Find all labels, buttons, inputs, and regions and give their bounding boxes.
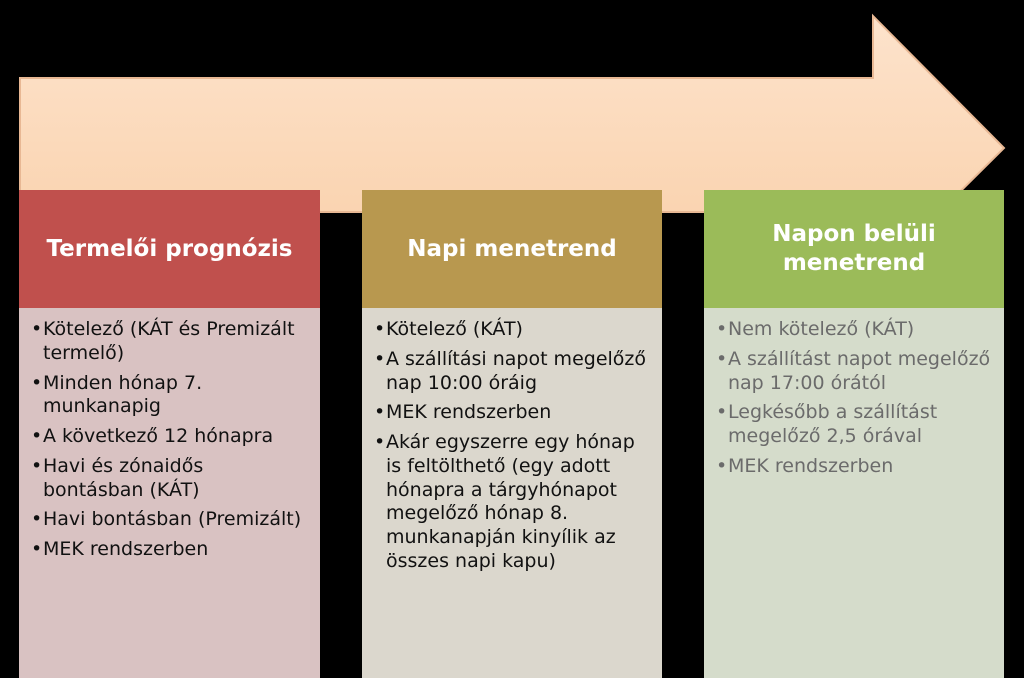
list-item: • Kötelező (KÁT és Premizált termelő) — [31, 318, 308, 366]
bullet-list — [374, 318, 650, 574]
list-item: • Kötelező (KÁT) — [374, 318, 650, 342]
column-header: Napon belüli menetrend — [704, 190, 1004, 308]
bullet-list — [716, 318, 992, 479]
column-body — [362, 308, 662, 678]
column-header: Napi menetrend — [362, 190, 662, 308]
list-item: • Havi bontásban (Premizált) — [31, 508, 308, 532]
list-item: • MEK rendszerben — [374, 401, 650, 425]
column-body — [19, 308, 320, 678]
list-item: • A szállítást napot megelőző nap 17:00 órától — [716, 348, 992, 396]
list-item: • Minden hónap 7. munkanapig — [31, 372, 308, 420]
column-body — [704, 308, 1004, 678]
list-item: • Legkésőbb a szállítást megelőző 2,5 órával — [716, 401, 992, 449]
list-item: • Havi és zónaidős bontásban (KÁT) — [31, 455, 308, 503]
column-header: Termelői prognózis — [19, 190, 320, 308]
bullet-list — [31, 318, 308, 562]
list-item: • Akár egyszerre egy hónap is feltölthető (egy adott hónapra a tárgyhónapot megelőző hónap 8. munkanapján kinyílik az összes napi kapu) — [374, 431, 650, 574]
list-item: • A szállítási napot megelőző nap 10:00 óráig — [374, 348, 650, 396]
list-item: • MEK rendszerben — [716, 455, 992, 479]
list-item: • A következő 12 hónapra — [31, 425, 308, 449]
list-item: • MEK rendszerben — [31, 538, 308, 562]
list-item: • Nem kötelező (KÁT) — [716, 318, 992, 342]
